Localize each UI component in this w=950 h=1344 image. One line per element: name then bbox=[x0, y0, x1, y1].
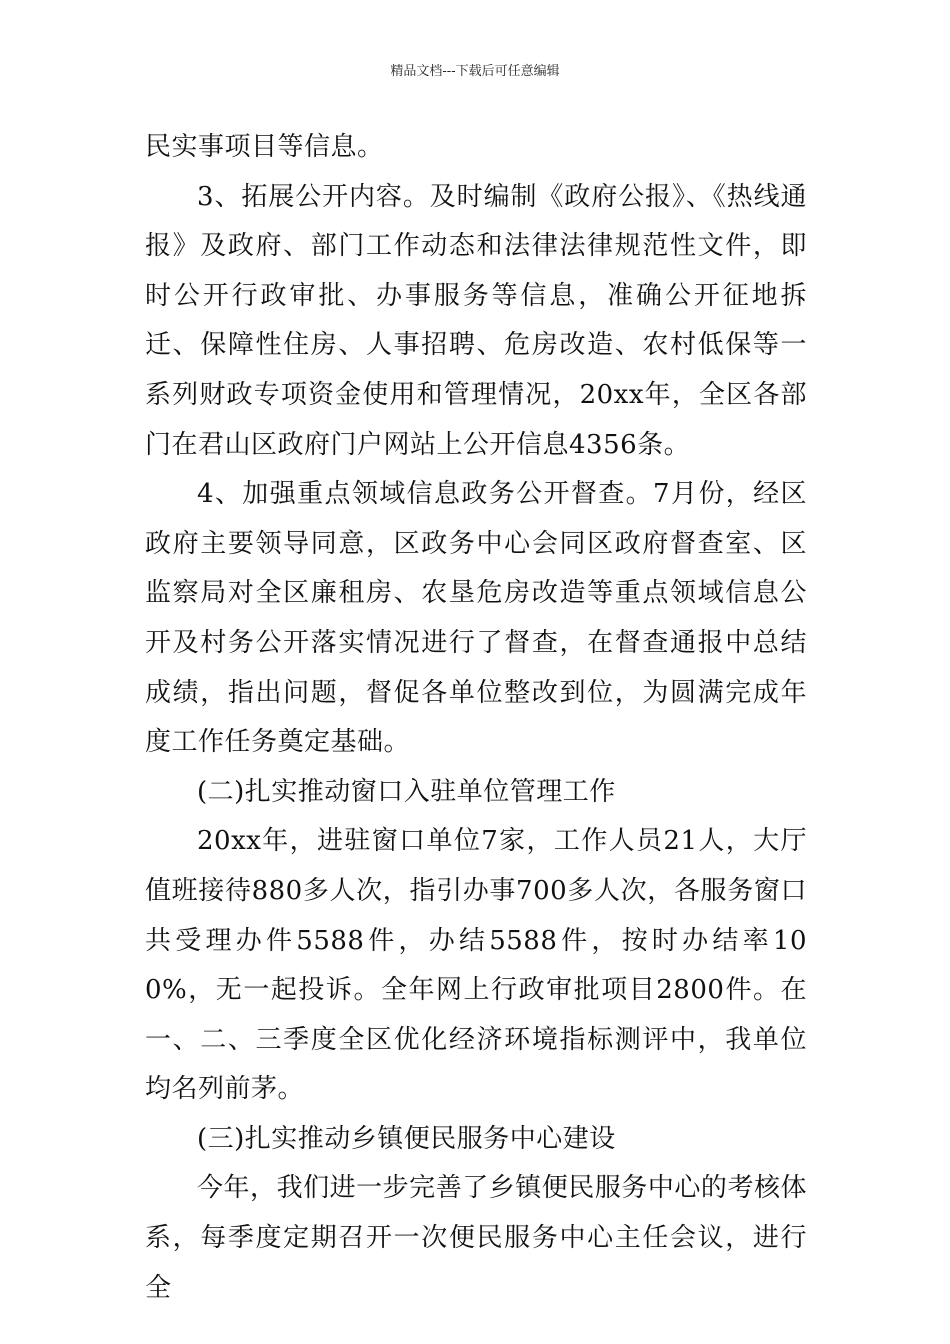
page-header: 精品文档---下载后可任意编辑 bbox=[390, 64, 560, 79]
document-body bbox=[145, 123, 807, 1313]
section-heading-2: (二)扎实推动窗口入驻单位管理工作 bbox=[197, 776, 616, 807]
paragraph-continuation: 民实事项目等信息。 bbox=[145, 132, 384, 162]
paragraph-item-4: 4、加强重点领域信息政务公开督查。7月份，经区政府主要领导同意，区政务中心会同区政府督查室、区监察局对全区廉租房、农垦危房改造等重点领域信息公开及村务公开落实情况进行了督查，在督查通报中总结成绩，指出问题，督促各单位整改到位，为圆满完成年度工作任务奠定基础。 bbox=[145, 479, 807, 758]
section-heading-3: (三)扎实推动乡镇便民服务中心建设 bbox=[197, 1123, 616, 1154]
paragraph-item-3: 3、拓展公开内容。及时编制《政府公报》、《热线通报》及政府、部门工作动态和法律法律规范性文件，即时公开行政审批、办事服务等信息，准确公开征地拆迁、保障性住房、人事招聘、危房改造、农村低保等一系列财政专项资金使用和管理情况，20xx年，全区各部门在君山区政府门户网站上公开信息4356条。 bbox=[145, 181, 807, 460]
paragraph-window-units: 20xx年，进驻窗口单位7家，工作人员21人，大厅值班接待880多人次，指引办事700多人次，各服务窗口共受理办件5588件，办结5588件，按时办结率100%，无一起投诉。全年网上行政审批项目2800件。在一、二、三季度全区优化经济环境指标测评中，我单位均名列前茅。 bbox=[145, 826, 807, 1105]
paragraph-town-service-center: 今年，我们进一步完善了乡镇便民服务中心的考核体系，每季度定期召开一次便民服务中心主任会议，进行全 bbox=[145, 1173, 807, 1303]
